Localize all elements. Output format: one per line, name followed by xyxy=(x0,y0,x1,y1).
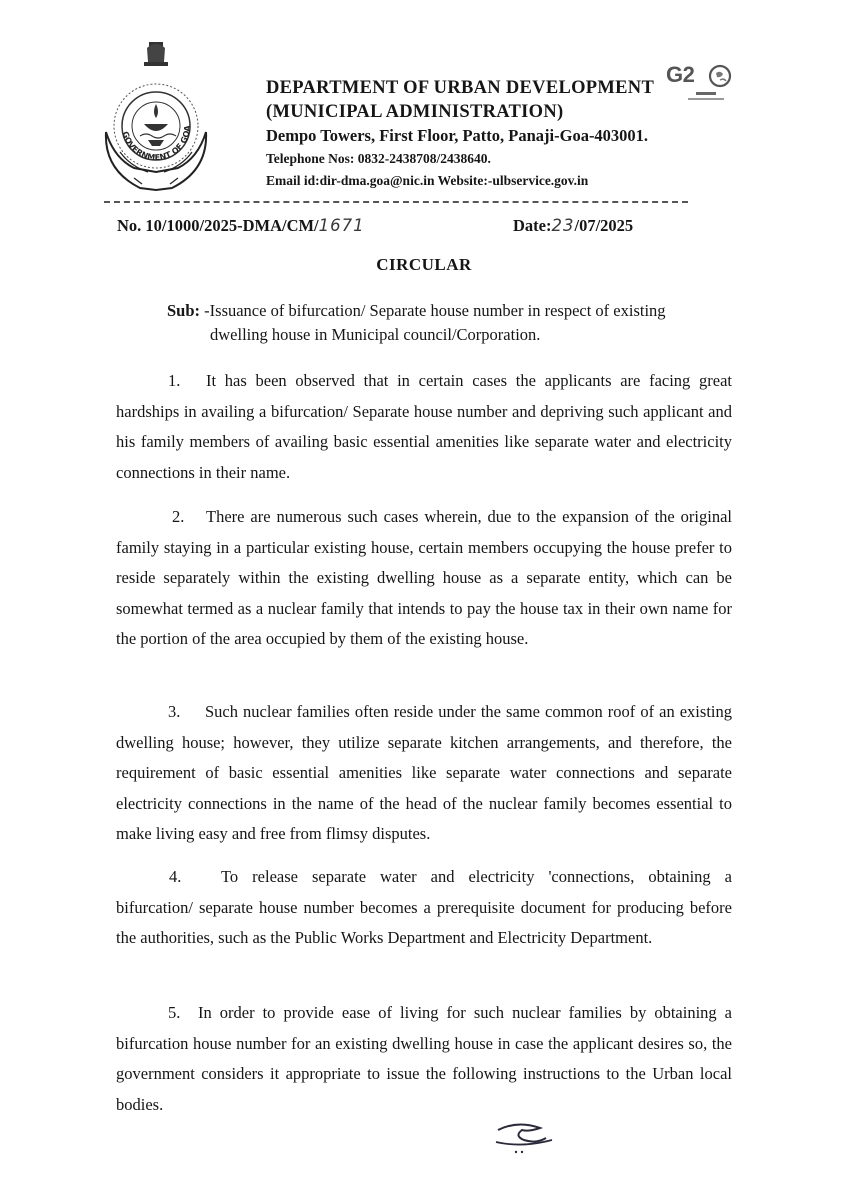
paragraph-number: 1. xyxy=(168,371,181,390)
globe-icon xyxy=(708,64,732,88)
paragraph-1 xyxy=(116,366,732,488)
paragraph-5 xyxy=(116,998,732,1120)
department-subtitle: (MUNICIPAL ADMINISTRATION) xyxy=(266,102,564,122)
government-of-goa-emblem-icon xyxy=(100,40,212,196)
svg-text:GOVERNMENT OF GOA: GOVERNMENT OF GOA xyxy=(120,125,193,163)
paragraph-text: Such nuclear families often reside under the same common roof of an existing dwelling house; however, they utilize separate kitchen arrangements, and therefore, the requirement of basic essential amenities like separate water connections and separate electricity connections in the name of the head of the nuclear family becomes essential to make living easy and free from flimsy disputes. xyxy=(116,702,732,844)
date-suffix: /07/2025 xyxy=(574,216,634,235)
reference-date xyxy=(513,216,633,236)
telephone: Telephone Nos: 0832-2438708/2438640. xyxy=(266,151,491,166)
department-name: DEPARTMENT OF URBAN DEVELOPMENT xyxy=(266,78,655,98)
paragraph-number: 5. xyxy=(168,1003,181,1022)
reference-number-prefix: No. 10/1000/2025-DMA/CM/ xyxy=(117,216,319,235)
reference-number xyxy=(117,216,365,236)
paragraph-number: 4. xyxy=(169,867,182,886)
handwritten-number: 1671 xyxy=(318,216,365,235)
address: Dempo Towers, First Floor, Patto, Panaji-Goa-403001. xyxy=(266,126,649,145)
paragraph-text: It has been observed that in certain cases the applicants are facing great hardships in availing a bifurcation/ Separate house number and depriving such applicant and his family members of availing basic essential amenities like separate water and electricity connections in their name. xyxy=(116,371,732,482)
g20-logo-text: G2 xyxy=(666,62,695,87)
letterhead xyxy=(266,76,706,192)
email-website: Email id:dir-dma.goa@nic.in Website:-ulbservice.gov.in xyxy=(266,173,589,188)
subject-line-2: dwelling house in Municipal council/Corporation. xyxy=(210,325,541,344)
paragraph-number: 2. xyxy=(172,507,185,526)
subject-label: Sub: xyxy=(167,301,201,320)
handwritten-initials-icon xyxy=(488,1118,558,1158)
paragraph-text: In order to provide ease of living for such nuclear families by obtaining a bifurcation house number for an existing dwelling house in case the applicant desires so, the government considers it appropriate to issue the following instructions to the Urban local bodies. xyxy=(116,1003,732,1114)
paragraph-2 xyxy=(116,502,732,655)
subject xyxy=(167,299,727,347)
subject-line-1: -Issuance of bifurcation/ Separate house number in respect of existing xyxy=(200,301,666,320)
paragraph-text: There are numerous such cases wherein, due to the expansion of the original family staying in a particular existing house, certain members occupying the house prefer to reside separately within the existing dwelling house as a separate entity, which can be somewhat termed as a nuclear family that intends to pay the house tax in their own name for the portion of the area occupied by them of the existing house. xyxy=(116,507,732,649)
header-divider xyxy=(104,201,688,203)
paragraph-number: 3. xyxy=(168,702,181,721)
document-title: CIRCULAR xyxy=(376,255,472,274)
paragraph-text: To release separate water and electricity 'connections, obtaining a bifurcation/ separate house number becomes a prerequisite document for producing before the authorities, such as the Public Works Department and Electricity Department. xyxy=(116,867,732,948)
g20-logo-icon xyxy=(666,62,736,114)
handwritten-day: 23 xyxy=(551,216,575,235)
g20-tagline-icon xyxy=(682,90,730,106)
paragraph-3 xyxy=(116,697,732,850)
paragraph-4 xyxy=(116,862,732,954)
date-prefix: Date: xyxy=(513,216,552,235)
